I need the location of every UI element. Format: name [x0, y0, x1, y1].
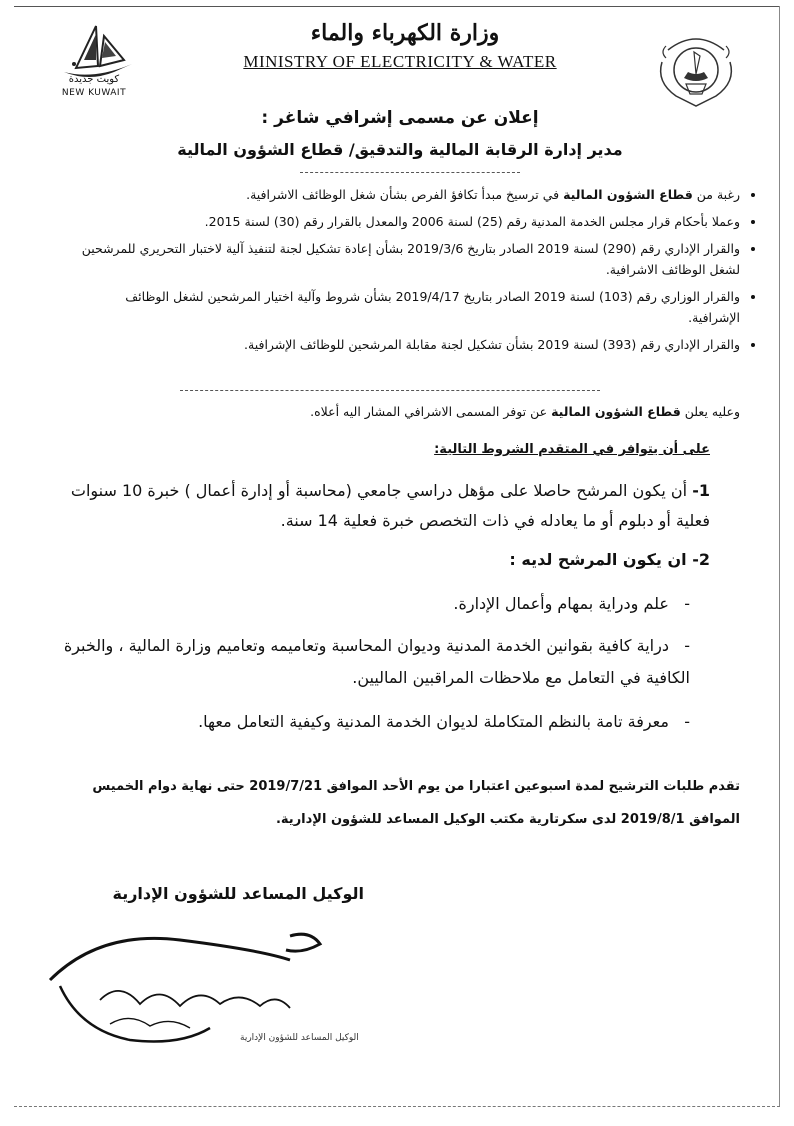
kuwait-emblem: [646, 22, 746, 112]
frame-bottom-line: [14, 1106, 780, 1107]
condition-2: 2- ان يكون المرشح لديه :: [509, 550, 710, 569]
separator-middle: [180, 390, 600, 391]
submission-text: تقدم طلبات الترشيح لمدة اسبوعين اعتبارا من يوم الأحد الموافق 2019/7/21 حتى نهاية دوام الخميس الموافق 2019/8/1 لدى سكرتارية مكتب الوكيل المساعد للشؤون الإدارية.: [92, 779, 740, 827]
signature-stamp-text: الوكيل المساعد للشؤون الإدارية: [240, 1033, 359, 1043]
announcement-text: وعليه يعلن قطاع الشؤون المالية عن توفر المسمى الاشرافي المشار اليه أعلاه.: [310, 404, 740, 419]
announcement-heading: إعلان عن مسمى إشرافي شاغر :: [261, 108, 539, 128]
sub-item-1: - علم ودراية بمهام وأعمال الإدارة.: [453, 594, 690, 613]
sub-item-3: - معرفة تامة بالنظم المتكاملة لديوان الخدمة المدنية وكيفية التعامل معها.: [198, 712, 690, 731]
references-list: [80, 184, 762, 361]
position-title: مدير إدارة الرقابة المالية والتدقيق/ قطاع الشؤون المالية: [177, 140, 623, 159]
list-item: • والقرار الإداري رقم (393) لسنة 2019 بشأن تشكيل لجنة مقابلة المرشحين للوظائف الإشرافية.: [80, 334, 740, 355]
handwritten-signature: [40, 920, 360, 1070]
list-item: • والقرار الإداري رقم (290) لسنة 2019 الصادر بتاريخ 2019/3/6 بشأن إعادة تشكيل لجنة لتنفيذ آلية لاختبار التحريري للمرشحين لشغل الوظائف الاشرافية.: [80, 238, 740, 280]
ministry-name-english: MINISTRY OF ELECTRICITY & WATER: [243, 52, 557, 71]
conditions-title: على أن يتوافر في المتقدم الشروط التالية:: [434, 442, 710, 457]
frame-top-line: [14, 6, 780, 7]
signatory-title: الوكيل المساعد للشؤون الإدارية: [112, 884, 364, 903]
new-kuwait-english: NEW KUWAIT: [61, 88, 127, 98]
list-item: • والقرار الوزاري رقم (103) لسنة 2019 الصادر بتاريخ 2019/4/17 بشأن شروط وآلية اختيار المرشحين لشغل الوظائف الإشرافية.: [80, 286, 740, 328]
sub-item-2: - دراية كافية بقوانين الخدمة المدنية وديوان المحاسبة وتعاميمه وتعاميم وزارة المالية ، والخبرة الكافية في التعامل مع ملاحظات المراقبين الماليين.: [63, 636, 690, 687]
kuwait-emblem-icon: [646, 22, 746, 112]
ministry-name-arabic: وزارة الكهرباء والماء: [310, 20, 500, 46]
frame-right-line: [779, 6, 780, 1106]
list-item: • رغبة من قطاع الشؤون المالية في ترسيخ مبدأ تكافؤ الفرص بشأن شغل الوظائف الاشرافية.: [80, 184, 740, 205]
list-item: • وعملا بأحكام قرار مجلس الخدمة المدنية رقم (25) لسنة 2006 والمعدل بالقرار رقم (30) لسنة 2015.: [80, 211, 740, 232]
new-kuwait-arabic: كويت جديدة: [68, 74, 120, 85]
separator-top: [300, 172, 520, 173]
condition-1: 1- أن يكون المرشح حاصلا على مؤهل دراسي جامعي (محاسبة أو إدارة أعمال ) خبرة 10 سنوات فعلية أو دبلوم أو ما يعادله في ذات التخصص خبرة فعلية 14 سنة.: [70, 481, 710, 530]
